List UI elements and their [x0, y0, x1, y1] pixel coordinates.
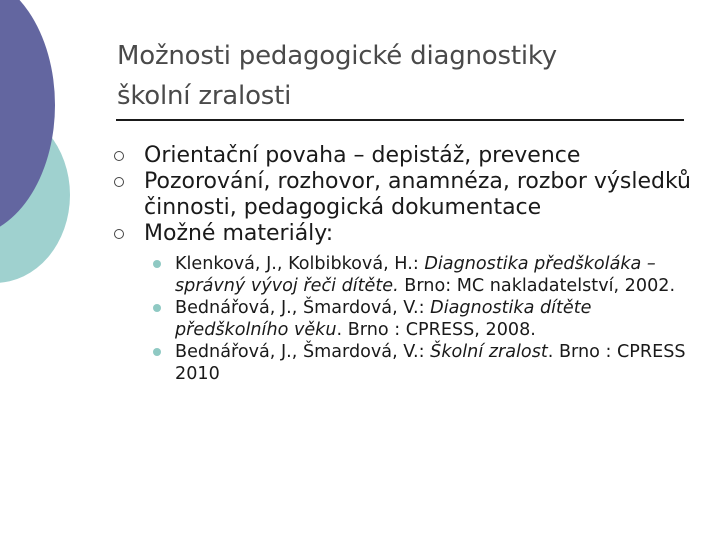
bullet-list: [114, 143, 694, 385]
reference-author: Bednářová, J., Šmardová, V.:: [175, 298, 431, 318]
reference-title: Diagnostika dítěte předškolního věku: [175, 298, 592, 340]
filled-dot-bullet-icon: [153, 304, 161, 312]
bullet-item: [114, 221, 694, 385]
reference-item: [144, 253, 694, 297]
slide-title: [117, 36, 677, 116]
bullet-item: [114, 143, 694, 169]
filled-dot-bullet-icon: [153, 260, 161, 268]
reference-publisher: . Brno : CPRESS 2010: [175, 342, 686, 384]
filled-dot-bullet-icon: [153, 348, 161, 356]
reference-item: [144, 297, 694, 341]
sub-bullet-list: [144, 253, 694, 385]
bullet-text: Orientační povaha – depistáž, prevence: [144, 143, 581, 168]
hollow-circle-bullet-icon: [114, 151, 124, 161]
reference-item: [144, 341, 694, 385]
reference-publisher: . Brno : CPRESS, 2008.: [336, 320, 536, 340]
reference-author: Klenková, J., Kolbibková, H.:: [175, 254, 425, 274]
title-divider: [116, 119, 684, 121]
bullet-item: [114, 169, 694, 221]
reference-title: Školní zralost: [430, 342, 548, 362]
slide-title-line-1: Možnosti pedagogické diagnostiky: [117, 41, 557, 71]
bullet-text: Možné materiály:: [144, 221, 334, 246]
reference-title: Diagnostika předškoláka – správný vývoj řeči dítěte.: [175, 254, 656, 296]
slide-title-line-2: školní zralosti: [117, 81, 292, 111]
reference-author: Bednářová, J., Šmardová, V.:: [175, 342, 431, 362]
bullet-text: Pozorování, rozhovor, anamnéza, rozbor výsledků činnosti, pedagogická dokumentace: [144, 169, 691, 220]
hollow-circle-bullet-icon: [114, 229, 124, 239]
hollow-circle-bullet-icon: [114, 177, 124, 187]
reference-publisher: Brno: MC nakladatelství, 2002.: [398, 276, 676, 296]
